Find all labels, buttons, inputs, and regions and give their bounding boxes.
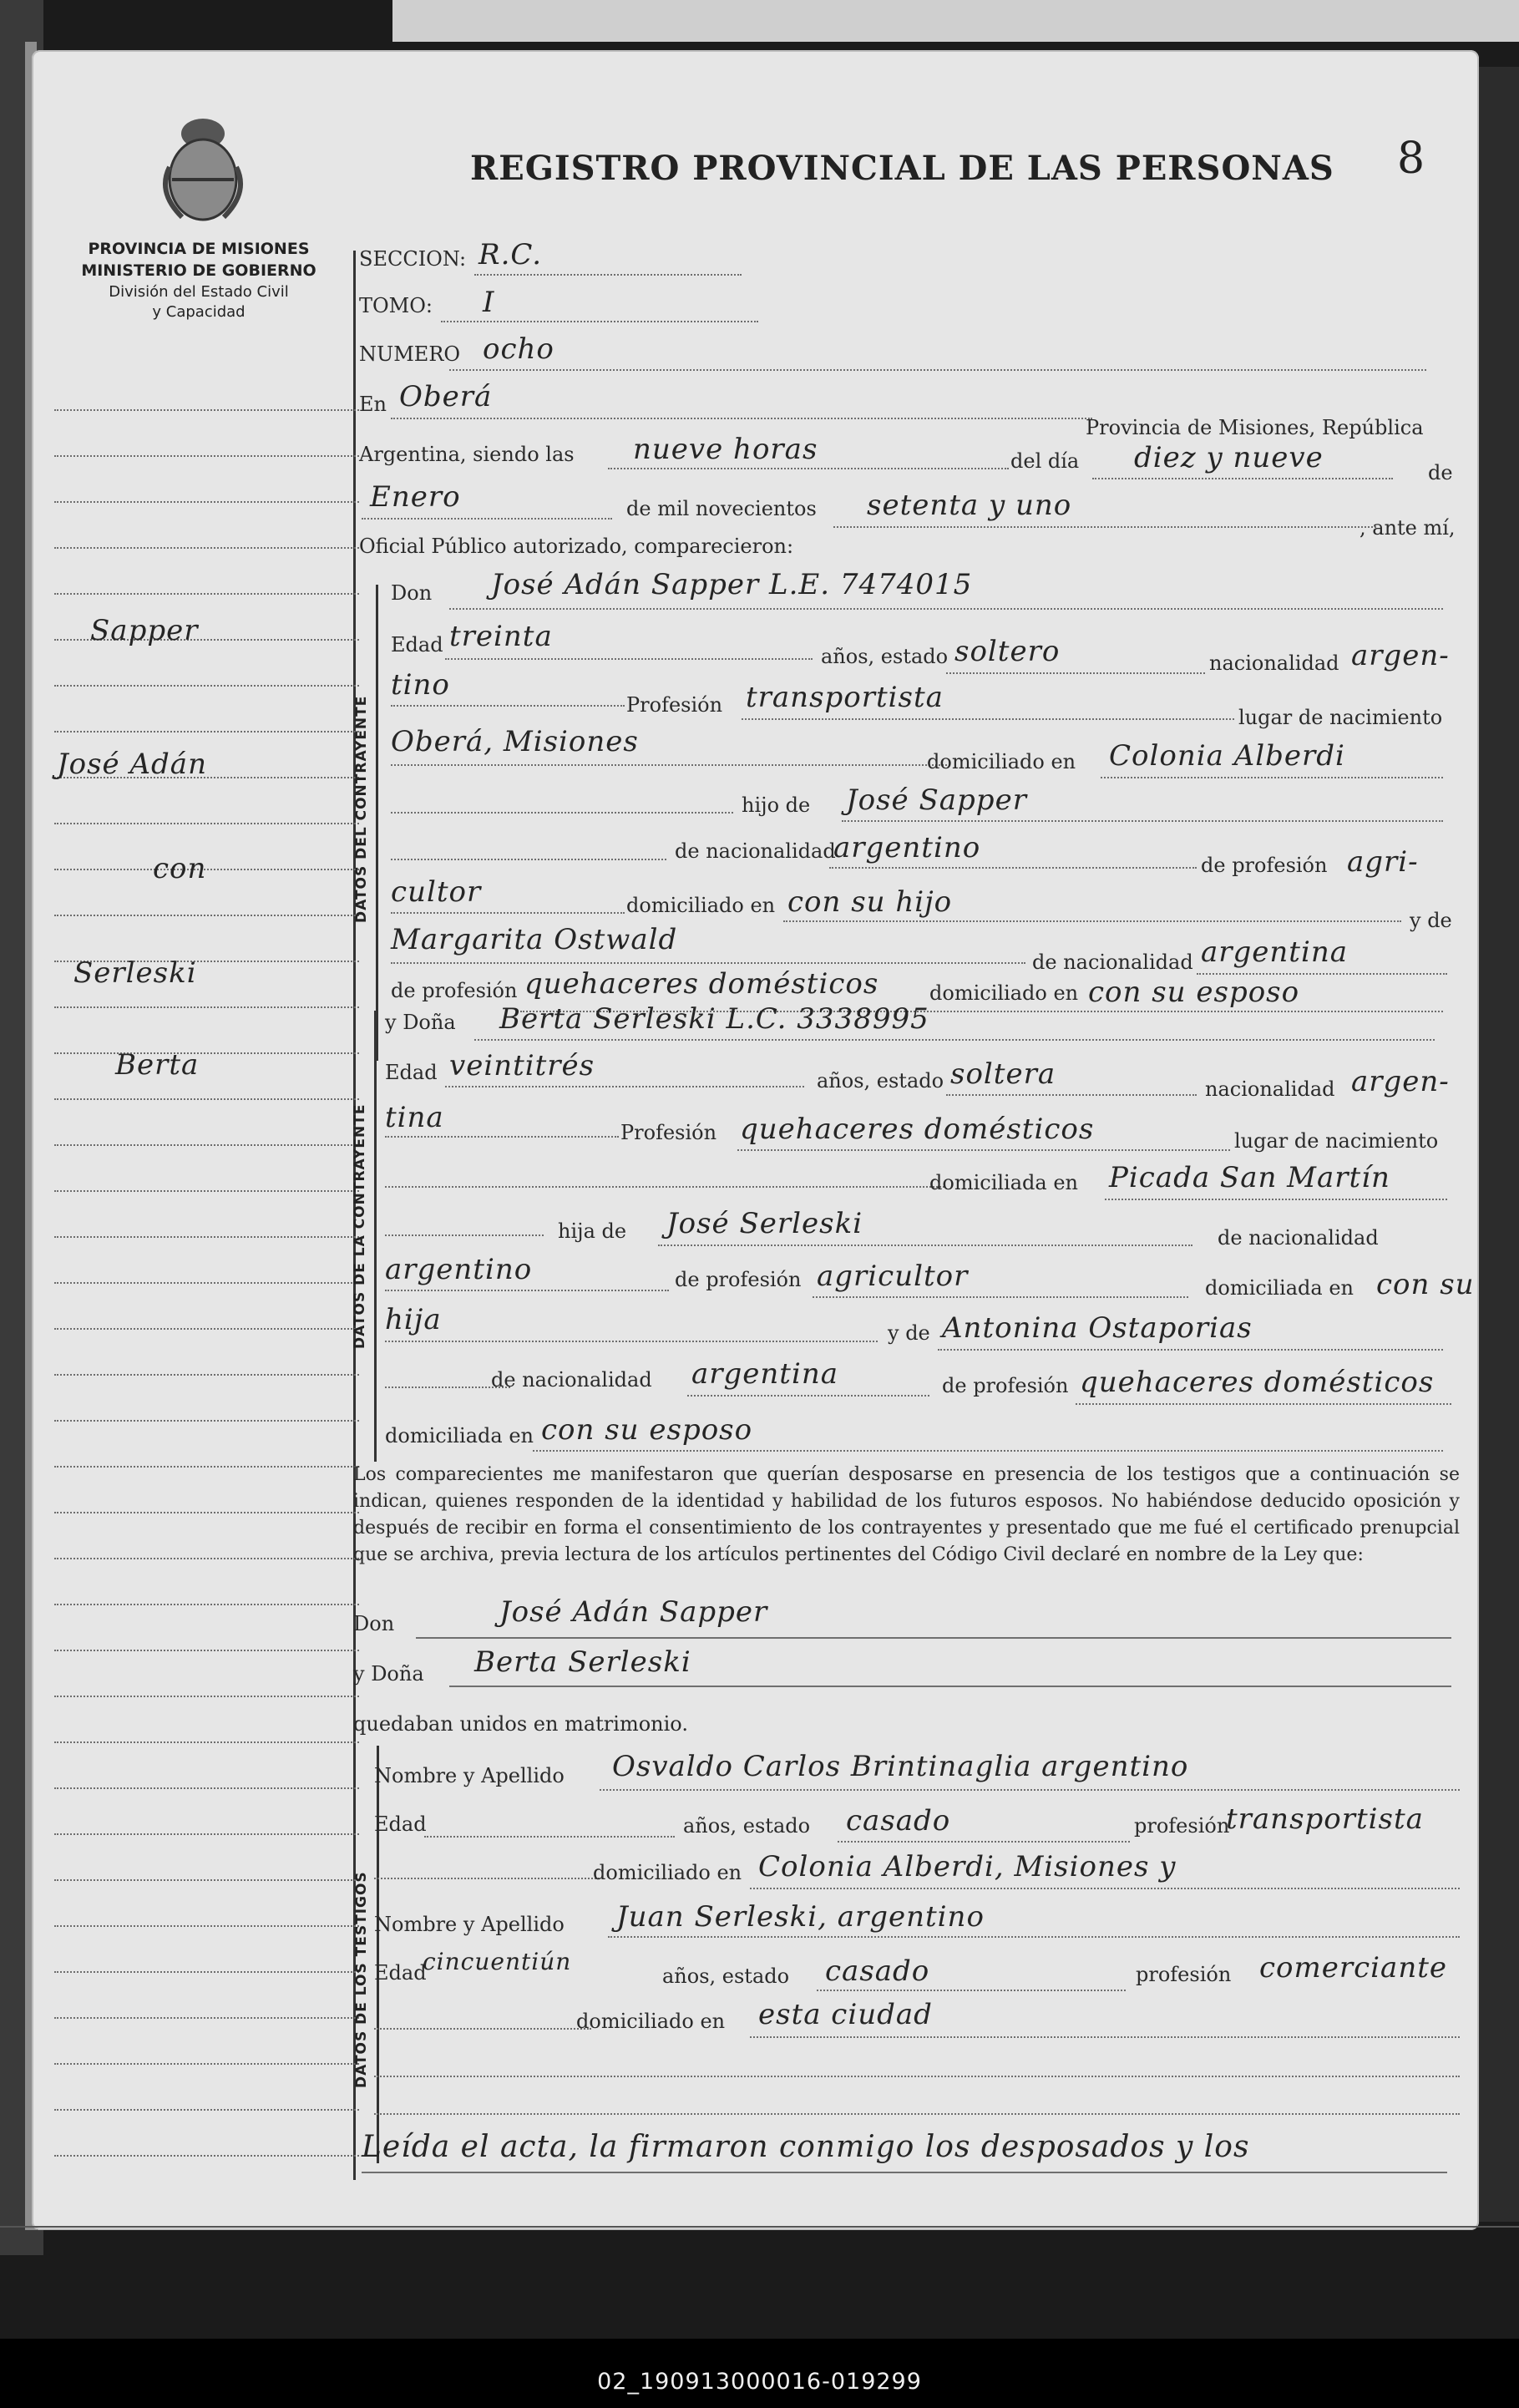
fill-line [1105,1199,1447,1200]
witness1-status: casado [846,1804,951,1838]
margin-line [54,1604,359,1605]
t1-anos-estado-label: años, estado [683,1814,811,1838]
margin-line [54,1006,359,1008]
fill-line [362,518,612,520]
fill-line [391,705,625,707]
decl-don-label: Don [353,1612,395,1635]
groom-nationality: argen- [1351,639,1450,672]
witness1-domicile: Colonia Alberdi, Misiones y [758,1850,1177,1883]
groom-father-profession-cont: cultor [391,875,482,909]
agency-line-2: MINISTERIO DE GOBIERNO [81,261,316,280]
fill-line [424,1836,675,1838]
contrayente2-section-label: DATOS DE LA CONTRAYENTE [352,1103,368,1349]
decl-groom: José Adán Sapper [499,1595,768,1629]
padre-domiciliada-label: domiciliada en [1205,1276,1354,1300]
fill-line [658,1245,1192,1246]
groom-mother-nationality: argentina [1201,935,1349,969]
fill-line [742,718,1234,720]
fill-line [750,1888,1460,1889]
bride-father-domicile: con su [1376,1268,1475,1301]
fill-line [813,1296,1188,1298]
t1-nombre-label: Nombre y Apellido [374,1764,565,1787]
seccion-label: SECCION: [359,247,467,271]
fill-line [1101,777,1443,778]
contrayente-section-label: DATOS DEL CONTRAYENTE [353,695,370,923]
groom-nationality-cont: tino [391,668,450,702]
margin-line [54,1925,359,1927]
madre-profesion-label: de profesión [391,979,518,1002]
margin-note-bride-surname: Serleski [73,956,197,990]
groom-father-domicile: con su hijo [787,885,953,919]
provincia-text: Provincia de Misiones, República [1086,416,1424,439]
de-nacionalidad-label: de nacionalidad [675,839,836,863]
fill-line [445,658,813,660]
bride-father-profession: agricultor [817,1260,969,1293]
fill-line [842,820,1443,822]
margin-line [54,731,359,733]
bride-mother: Antonina Ostaporias [942,1311,1253,1345]
mes-value: Enero [370,480,461,514]
margin-line [54,915,359,916]
margin-line [54,2017,359,2019]
fill-line [817,1990,1126,1991]
groom-father-profession: agri- [1347,845,1419,879]
next-page-edge [392,0,1519,42]
witness2-profession: comerciante [1259,1951,1447,1985]
margin-line [54,2063,359,2065]
lugar-nacimiento2-label: lugar de nacimiento [1234,1129,1439,1153]
y-de2-label: y de [888,1321,930,1345]
fill-line [1076,1403,1451,1405]
page-bottom-edge [0,2226,1519,2228]
bride-mother-profession: quehaceres domésticos [1080,1366,1435,1399]
fill-line [385,1234,544,1236]
padre-domiciliado-label: domiciliado en [626,894,776,917]
margin-line [54,2155,359,2157]
image-caption: 02_190913000016-019299 [597,2369,922,2395]
anos-estado2-label: años, estado [817,1069,944,1092]
margin-note-bride-name: Berta [115,1048,200,1082]
fill-line [938,1349,1443,1351]
fill-line [362,2172,1447,2173]
fill-line [474,274,742,276]
bride-nationality: argen- [1351,1065,1450,1098]
fill-line [374,1878,600,1879]
fill-line [441,321,758,322]
numero-label: NUMERO [359,342,461,366]
de-nacionalidad2-label: de nacionalidad [1218,1226,1379,1250]
tomo-label: TOMO: [359,294,433,317]
fill-line [783,920,1401,922]
coat-of-arms-icon [157,109,249,226]
fill-line [946,1094,1197,1096]
domiciliada-label: domiciliada en [929,1171,1078,1194]
fill-line [445,1086,804,1087]
nacionalidad2-label: nacionalidad [1205,1077,1335,1101]
groom-father-nationality: argentino [833,831,981,864]
witness2-name: Juan Serleski, argentino [616,1900,985,1934]
de-mil-label: de mil novecientos [626,497,817,520]
margin-line [54,547,359,549]
dona-label: y Doña [385,1011,456,1034]
margin-line [54,1512,359,1513]
fill-line [374,2076,1460,2077]
profesion-label: Profesión [626,693,723,717]
margin-line [54,1971,359,1973]
final-note: Leída el acta, la firmaron conmigo los desposados y los [362,2130,1250,2164]
de-profesion2-label: de profesión [675,1268,802,1291]
margin-line [54,1098,359,1100]
groom-profession: transportista [746,681,944,714]
groom-domicile: Colonia Alberdi [1109,739,1345,773]
fill-line [385,1290,669,1291]
edad-label: Edad [391,633,443,656]
fill-line [687,1395,929,1397]
witness2-status: casado [825,1954,930,1988]
t2-edad-label: Edad [374,1961,427,1985]
t2-anos-estado-label: años, estado [662,1964,790,1988]
contrayente-rule [376,585,378,1061]
margin-line [54,455,359,457]
witness1-name: Osvaldo Carlos Brintinaglia argentino [612,1750,1189,1783]
de-profesion-label: de profesión [1201,854,1328,877]
don-label: Don [391,581,433,605]
page-number: 8 [1397,134,1425,184]
fill-line [829,867,1197,869]
bride-name: Berta Serleski L.C. 3338995 [499,1002,929,1036]
hijo-de-label: hijo de [742,793,811,817]
fill-line [449,1686,1451,1687]
margin-line [54,1282,359,1284]
fill-line [608,1936,1460,1938]
dia-value: diez y nueve [1134,441,1324,474]
madre-nacionalidad-label: de nacionalidad [1032,951,1193,974]
madre-nacionalidad2-label: de nacionalidad [491,1368,652,1392]
fill-line [449,608,1443,610]
y-de-label: y de [1410,909,1452,932]
margin-line [54,1558,359,1559]
fill-line [600,1789,1460,1791]
fill-line [385,1341,878,1342]
bride-mother-domicile: con su esposo [541,1413,753,1447]
de-label: de [1428,461,1453,484]
margin-line [54,869,359,870]
fill-line [449,369,1426,371]
fill-line [750,2036,1460,2038]
fill-line [416,1637,1451,1639]
declaration-text: Los comparecientes me manifestaron que querían desposarse en presencia de los testigos que a continuación se indican, quienes responden de la identidad y habilidad de los futuros esposos. No habiéndose deducido oposición y después de recibir en forma el consentimiento de los contrayentes y presentado que me fué el certificado prenupcial que se archiva, previa lectura de los artículos pertinentes del Código Civil declaré en nombre de la Ley que: [353,1464,1460,1565]
page-title: REGISTRO PROVINCIAL DE LAS PERSONAS [470,149,1334,188]
margin-line [54,593,359,595]
anos-estado-label: años, estado [821,645,949,668]
fill-line [391,812,733,814]
contrayente-rule [374,1011,377,1462]
decl-dona-label: y Doña [353,1662,424,1686]
margin-note-given-name: José Adán [57,748,207,781]
margin-line [54,501,359,503]
bride-father-domicile-cont: hija [385,1303,442,1336]
fill-line [391,912,625,914]
t2-domiciliado-label: domiciliado en [576,2010,726,2033]
t1-profesion-label: profesión [1134,1814,1230,1838]
fill-line [474,1039,1435,1041]
bride-status: soltera [950,1057,1056,1091]
madre-domiciliado-label: domiciliado en [929,981,1079,1005]
testigos-rule [377,1746,379,2163]
margin-line [54,1466,359,1468]
domiciliado-label: domiciliado en [927,750,1076,773]
witness2-age: cincuentiún [423,1948,572,1975]
margin-line [54,2109,359,2111]
margin-line [54,1190,359,1192]
groom-mother-profession: quehaceres domésticos [524,967,879,1001]
margin-line [54,685,359,687]
t2-nombre-label: Nombre y Apellido [374,1913,565,1936]
numero-value: ocho [483,332,554,366]
margin-line [54,1650,359,1651]
margin-line [54,1696,359,1697]
groom-status: soltero [954,635,1061,668]
fill-line [374,2028,591,2030]
agency-line-3: División del Estado Civil [109,283,289,301]
fill-line [385,1136,619,1138]
bride-domicile: Picada San Martín [1109,1161,1390,1194]
fill-line [1092,478,1393,479]
fill-line [838,1841,1130,1843]
margin-line [54,1420,359,1422]
groom-name: José Adán Sapper L.E. 7474015 [491,568,973,601]
madre-profesion2-label: de profesión [942,1374,1069,1397]
groom-mother-domicile: con su esposo [1088,976,1300,1009]
fill-line [533,1450,1443,1452]
groom-mother: Margarita Ostwald [391,923,678,956]
groom-birthplace: Oberá, Misiones [391,725,639,758]
margin-line [54,1236,359,1238]
t1-domiciliado-label: domiciliado en [593,1861,742,1884]
edad2-label: Edad [385,1061,438,1084]
fill-line [391,859,666,860]
witness1-profession: transportista [1226,1802,1424,1836]
en-value: Oberá [399,380,493,413]
decl-bride: Berta Serleski [474,1645,691,1679]
bride-profession: quehaceres domésticos [740,1113,1095,1146]
profesion2-label: Profesión [620,1121,717,1144]
margin-line [54,1328,359,1330]
tomo-value: I [483,286,495,319]
fill-line [391,418,1092,419]
margin-line [54,1741,359,1743]
del-dia-label: del día [1010,449,1080,473]
margin-note-con: con [153,852,207,885]
bride-father-nationality: argentino [385,1253,533,1286]
oficial-text: Oficial Público autorizado, comparecieron: [359,535,794,558]
fill-line [391,962,1025,964]
fill-line [737,1149,1230,1151]
madre-domiciliada-label: domiciliada en [385,1424,534,1447]
register-page [32,50,1479,2230]
nacionalidad-label: nacionalidad [1209,651,1339,675]
fill-line [946,672,1205,674]
hora-value: nueve horas [633,433,818,466]
t2-profesion-label: profesión [1136,1963,1232,1986]
agency-line-1: PROVINCIA DE MISIONES [88,240,310,258]
anio-value: setenta y uno [867,489,1072,522]
groom-father: José Sapper [846,783,1027,817]
margin-line [54,1052,359,1054]
fill-line [374,2113,1460,2115]
witness2-domicile: esta ciudad [758,1998,933,2031]
bride-mother-nationality: argentina [691,1357,839,1391]
margin-line [54,1144,359,1146]
margin-note-surname: Sapper [90,614,199,647]
margin-line [54,823,359,824]
testigos-section-label: DATOS DE LOS TESTIGOS [353,1871,370,2088]
bride-father: José Serleski [666,1207,863,1240]
fill-line [608,468,1009,469]
argentina-siendo: Argentina, siendo las [359,443,575,466]
fill-line [833,526,1376,528]
decl-closing: quedaban unidos en matrimonio. [353,1712,688,1736]
t1-edad-label: Edad [374,1812,427,1836]
fill-line [385,1186,944,1188]
margin-line [54,1833,359,1835]
margin-line [54,409,359,411]
bride-age: veintitrés [449,1049,595,1082]
en-label: En [359,393,387,416]
margin-line [54,1787,359,1789]
margin-line [54,1879,359,1881]
margin-line [54,1374,359,1376]
lugar-nacimiento-label: lugar de nacimiento [1238,706,1443,729]
hija-de-label: hija de [558,1219,627,1243]
bride-nationality-cont: tina [385,1101,444,1134]
fill-line [1197,973,1447,975]
agency-line-4: y Capacidad [152,303,246,321]
ante-mi-label: , ante mí, [1360,516,1456,540]
groom-age: treinta [449,620,553,653]
fill-line [391,764,950,766]
seccion-value: R.C. [478,238,543,271]
